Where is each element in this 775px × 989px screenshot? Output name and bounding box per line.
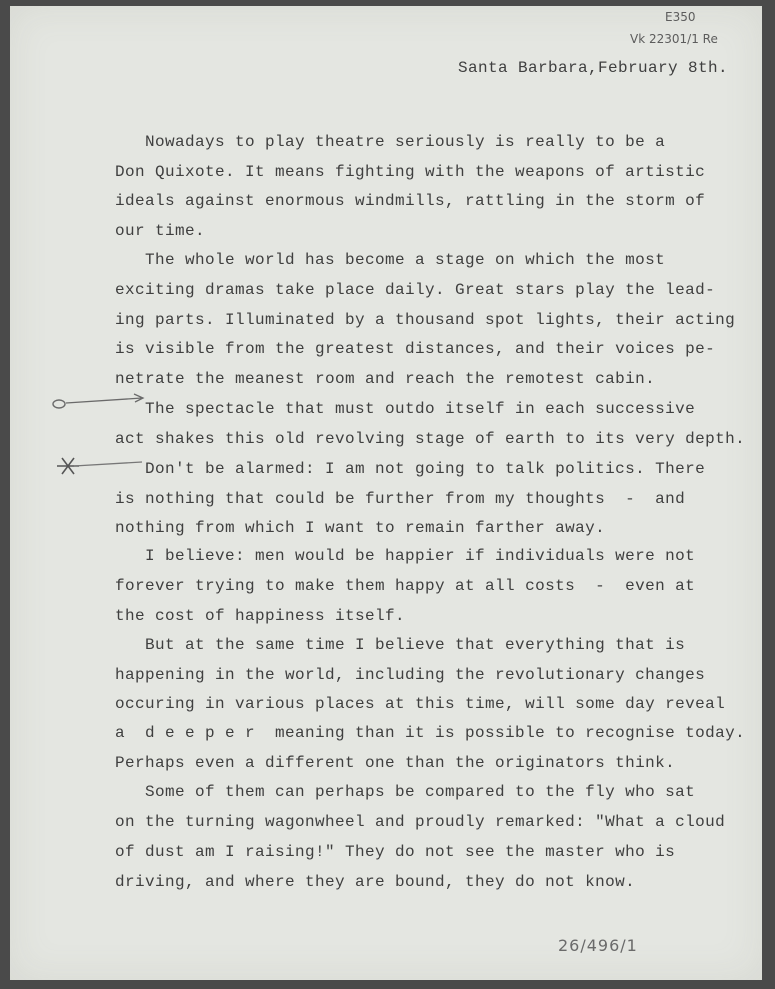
- body-line-25: of dust am I raising!" They do not see the master who is: [115, 843, 676, 861]
- body-line-5: The whole world has become a stage on which the most: [115, 251, 666, 269]
- typescript-page: [10, 6, 762, 980]
- body-line-23: Some of them can perhaps be compared to the fly who sat: [115, 783, 696, 801]
- body-line-2: Don Quixote. It means fighting with the weapons of artistic: [115, 163, 706, 181]
- body-line-1: Nowadays to play theatre seriously is really to be a: [115, 133, 666, 151]
- body-line-8: is visible from the greatest distances, and their voices pe-: [115, 340, 716, 358]
- body-line-18: But at the same time I believe that everything that is: [115, 636, 686, 654]
- body-line-7: ing parts. Illuminated by a thousand spot lights, their acting: [115, 311, 736, 329]
- body-line-26: driving, and where they are bound, they do not know.: [115, 873, 636, 891]
- body-line-13: is nothing that could be further from my thoughts - and: [115, 490, 686, 508]
- body-line-17: the cost of happiness itself.: [115, 607, 406, 625]
- body-line-11: act shakes this old revolving stage of earth to its very depth.: [115, 430, 746, 448]
- body-line-10: The spectacle that must outdo itself in each successive: [115, 400, 696, 418]
- body-line-16: forever trying to make them happy at all costs - even at: [115, 577, 696, 595]
- body-line-6: exciting dramas take place daily. Great stars play the lead-: [115, 281, 716, 299]
- body-line-22: Perhaps even a different one than the originators think.: [115, 754, 676, 772]
- body-line-21: a d e e p e r meaning than it is possible to recognise today.: [115, 724, 746, 742]
- dateline: Santa Barbara,February 8th.: [458, 59, 729, 77]
- body-line-15: I believe: men would be happier if individuals were not: [115, 547, 696, 565]
- body-line-14: nothing from which I want to remain farther away.: [115, 519, 606, 537]
- archive-reference: Vk 22301/1 Re: [630, 32, 718, 46]
- body-line-3: ideals against enormous windmills, rattling in the storm of: [115, 192, 706, 210]
- body-line-4: our time.: [115, 222, 206, 240]
- circle-arrow-mark: [50, 392, 150, 412]
- asterisk-line-mark: [54, 452, 144, 480]
- body-line-12: Don't be alarmed: I am not going to talk politics. There: [115, 460, 706, 478]
- folio-number: 26/496/1: [558, 936, 638, 955]
- body-line-19: happening in the world, including the revolutionary changes: [115, 666, 706, 684]
- body-line-9: netrate the meanest room and reach the remotest cabin.: [115, 370, 656, 388]
- archive-code: E350: [665, 10, 696, 24]
- body-line-20: occuring in various places at this time, will some day reveal: [115, 695, 726, 713]
- body-line-24: on the turning wagonwheel and proudly remarked: "What a cloud: [115, 813, 726, 831]
